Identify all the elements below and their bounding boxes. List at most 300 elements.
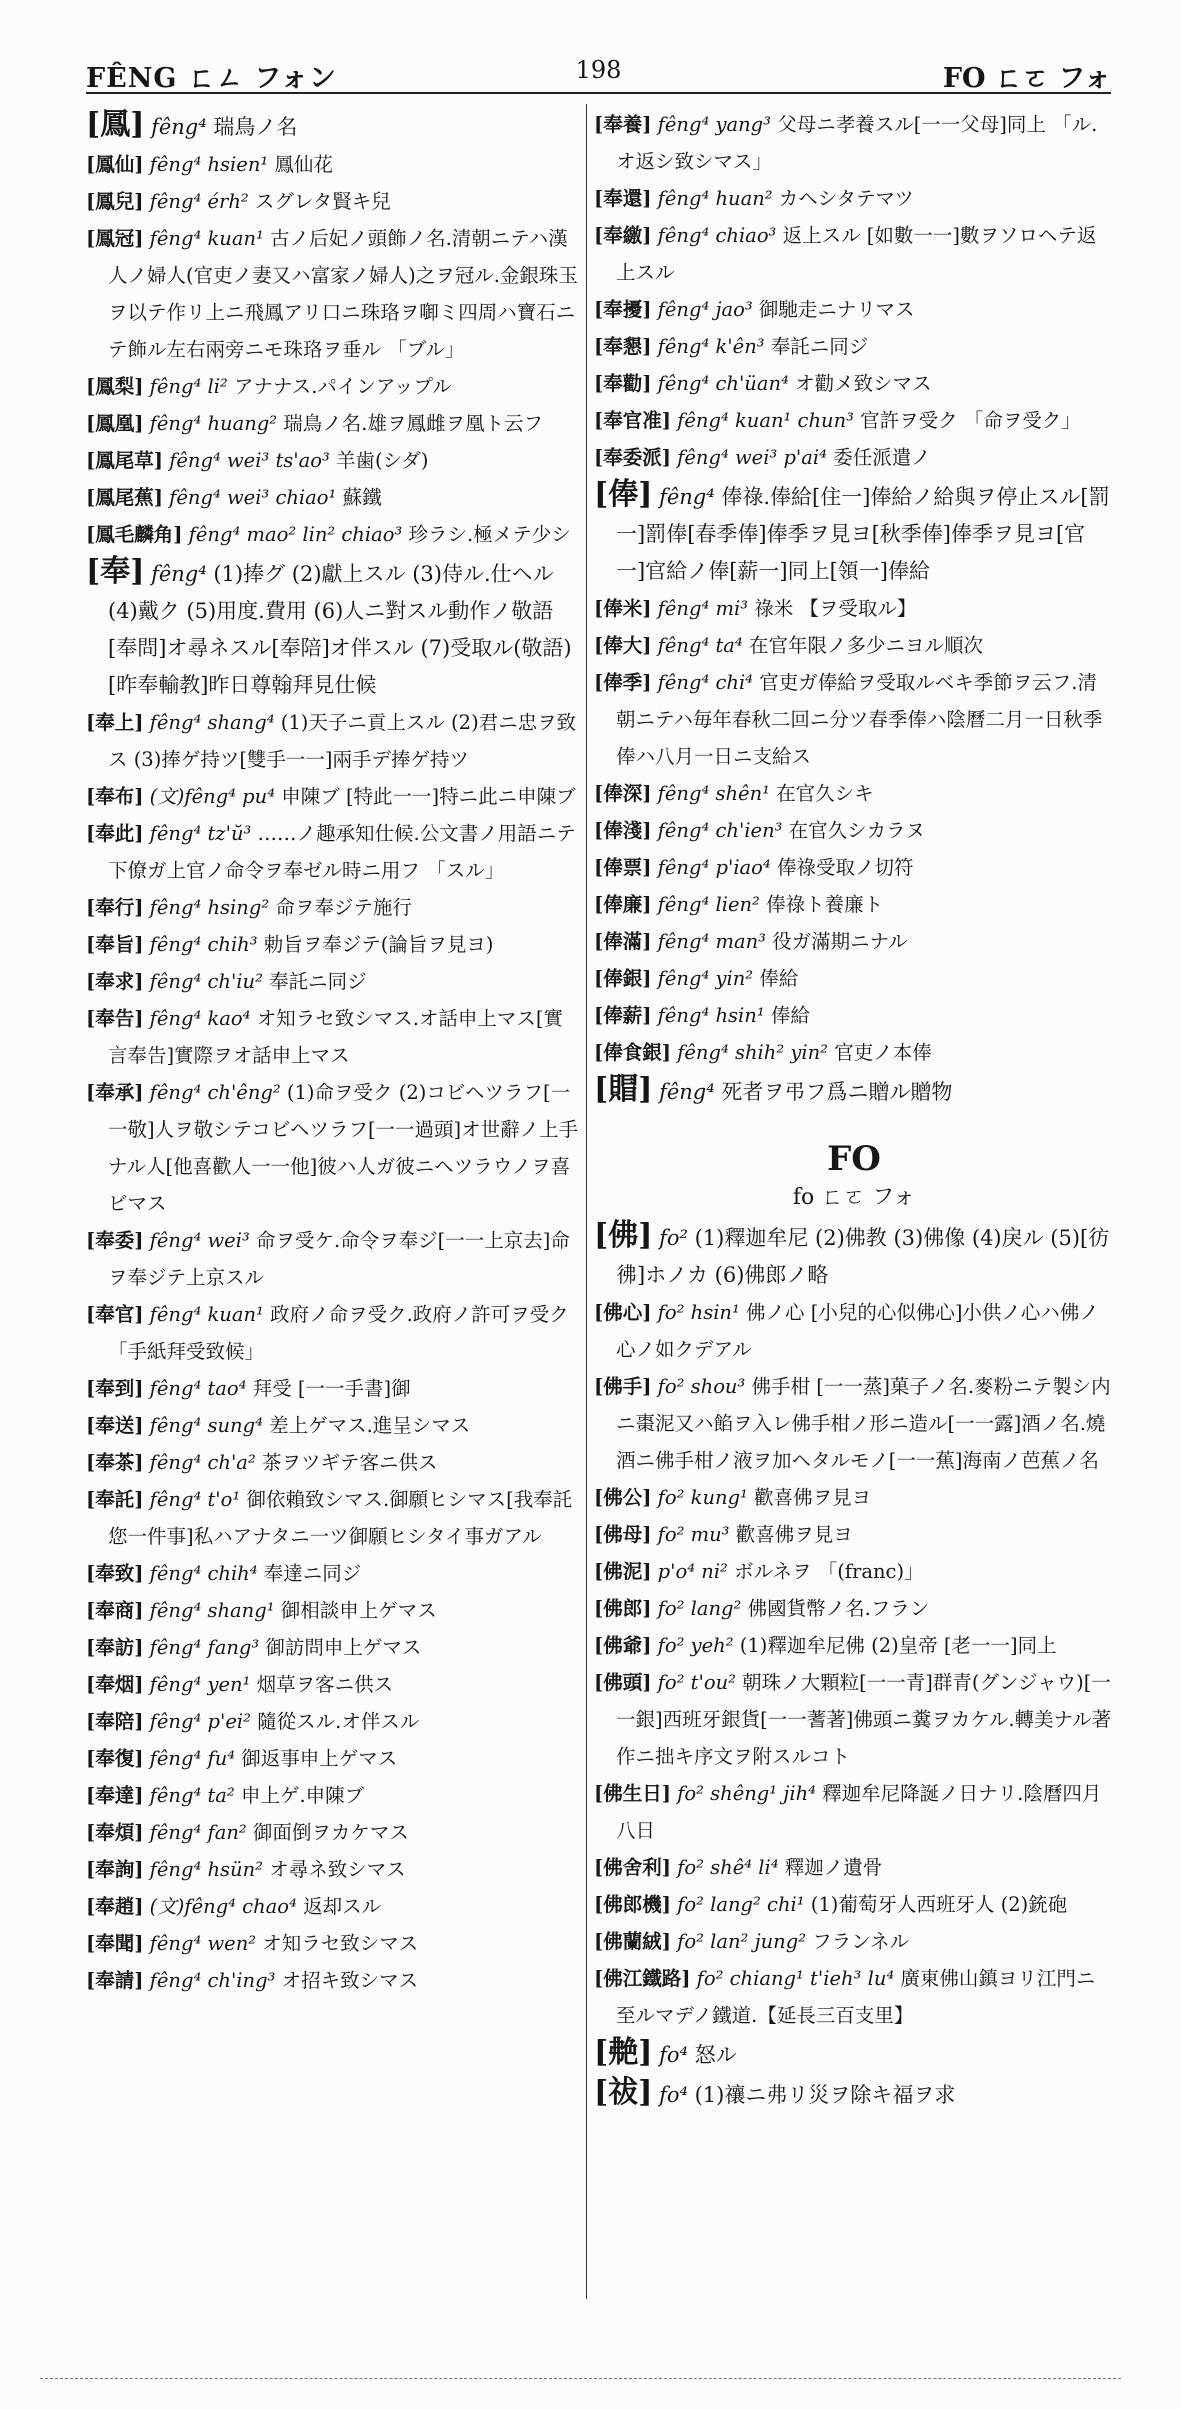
entry-headword: [奉擾] xyxy=(594,298,652,321)
entry-definition: 瑞鳥ノ名.雄ヲ鳳雌ヲ凰ト云フ xyxy=(283,412,543,435)
entry-romanization: fêng⁴ xyxy=(659,485,715,509)
dictionary-entry xyxy=(594,775,1114,812)
entry-definition: 委任派遣ノ xyxy=(833,446,931,469)
entry-headword: [俸票] xyxy=(594,856,652,879)
entry-romanization: fêng⁴ mi³ xyxy=(657,597,749,620)
entry-headword: [鳳尾蕉] xyxy=(86,486,163,509)
entry-romanization: fêng⁴ fang³ xyxy=(149,1636,260,1659)
entry-headword: [佛公] xyxy=(594,1486,652,1509)
dictionary-entry xyxy=(86,1962,580,1999)
entry-romanization: fo² shou³ xyxy=(657,1375,746,1398)
dictionary-entry xyxy=(86,405,580,442)
entry-romanization: fêng⁴ t'o¹ xyxy=(149,1488,241,1511)
dictionary-entry xyxy=(86,704,580,778)
entry-definition: 俸祿ト養廉ト xyxy=(766,893,884,916)
dictionary-entry xyxy=(86,146,580,183)
entry-headword: [奉繳] xyxy=(594,224,652,247)
entry-headword: [奉懇] xyxy=(594,335,652,358)
entry-romanization: fêng⁴ wei³ p'ai⁴ xyxy=(677,446,827,469)
entry-romanization: fêng⁴ kao⁴ xyxy=(149,1007,251,1030)
dictionary-entry xyxy=(86,516,580,553)
entry-headword: [俸廉] xyxy=(594,893,652,916)
dictionary-entry xyxy=(594,180,1114,217)
entry-definition: 釋迦牟尼降誕ノ日ナリ.陰曆四月八日 xyxy=(616,1782,1102,1842)
entry-romanization: fêng⁴ xyxy=(151,562,207,586)
dictionary-entry xyxy=(594,1479,1114,1516)
entry-headword: [俸深] xyxy=(594,782,652,805)
right-column xyxy=(594,106,1114,2299)
entry-headword: [俸大] xyxy=(594,634,652,657)
entry-romanization: fêng⁴ ta⁴ xyxy=(657,634,743,657)
entry-romanization: fo² lan² jung² xyxy=(677,1930,807,1953)
dictionary-entry xyxy=(594,2074,1114,2114)
entry-definition: 俸祿.俸給[住一]俸給ノ給與ヲ停止スル[罰一]罰俸[春季俸]俸季ヲ見ヨ[秋季俸]俸季ヲ見ヨ[官一]官給ノ俸[薪一]同上[領一]俸給 xyxy=(616,485,1110,583)
dictionary-entry xyxy=(594,664,1114,775)
entry-romanization: fêng⁴ yen¹ xyxy=(149,1673,251,1696)
entry-romanization: fo⁴ xyxy=(659,2083,688,2107)
entry-romanization: fêng⁴ li² xyxy=(149,375,228,398)
entry-romanization: fo² lang² chi¹ xyxy=(677,1893,805,1916)
entry-romanization: fo² t'ou² xyxy=(657,1671,736,1694)
entry-definition: 政府ノ命ヲ受ク.政府ノ許可ヲ受ク 「手紙拜受致候」 xyxy=(108,1303,569,1363)
dictionary-entry xyxy=(86,1703,580,1740)
entry-definition: 死者ヲ弔フ爲ニ贈ル贈物 xyxy=(721,1080,953,1104)
entry-definition: 命ヲ奉ジテ施行 xyxy=(275,896,412,919)
entry-headword: [奉詢] xyxy=(86,1858,144,1881)
dictionary-entry xyxy=(86,1666,580,1703)
entry-headword: [俸米] xyxy=(594,597,652,620)
entry-headword: [奉養] xyxy=(594,113,652,136)
entry-definition: ボルネヲ 「(franc)」 xyxy=(734,1560,924,1583)
entry-headword: [佛] xyxy=(594,1218,653,1253)
entry-definition: 官許ヲ受ク 「命ヲ受ク」 xyxy=(860,409,1081,432)
entry-headword: [佛頭] xyxy=(594,1671,652,1694)
entry-headword: [奉] xyxy=(86,554,145,589)
dictionary-entry xyxy=(86,1888,580,1925)
header-right-heading: FO ㄈㄛ フォ xyxy=(942,63,1111,94)
entry-definition: 官吏ノ本俸 xyxy=(834,1041,932,1064)
entry-definition: 在官久シカラヌ xyxy=(788,819,925,842)
entry-romanization: fêng⁴ ch'ing³ xyxy=(149,1969,276,1992)
entry-headword: [奉上] xyxy=(86,711,144,734)
dictionary-entry xyxy=(594,1553,1114,1590)
dictionary-entry xyxy=(594,997,1114,1034)
dictionary-entry xyxy=(86,479,580,516)
dictionary-entry xyxy=(594,812,1114,849)
entry-definition: 御面倒ヲカケマス xyxy=(252,1821,409,1844)
entry-headword: [鳳凰] xyxy=(86,412,144,435)
dictionary-entry xyxy=(86,220,580,368)
dictionary-entry xyxy=(86,1370,580,1407)
dictionary-entry xyxy=(594,1368,1114,1479)
footer-rule xyxy=(40,2378,1121,2380)
entry-definition: 役ガ滿期ニナル xyxy=(772,930,908,953)
entry-romanization: fêng⁴ huang² xyxy=(149,412,278,435)
entry-headword: [奉達] xyxy=(86,1784,144,1807)
entry-romanization: fêng⁴ chih⁴ xyxy=(149,1562,258,1585)
dictionary-entry xyxy=(594,1960,1114,2034)
entry-romanization: (文)fêng⁴ chao⁴ xyxy=(149,1895,297,1918)
page-number: 198 xyxy=(575,56,622,84)
entry-definition: 烟草ヲ客ニ供ス xyxy=(256,1673,394,1696)
entry-headword: [奉煩] xyxy=(86,1821,144,1844)
entry-headword: [佛母] xyxy=(594,1523,652,1546)
entry-headword: [奉旨] xyxy=(86,933,144,956)
entry-definition: 隨從スル.オ伴スル xyxy=(257,1710,420,1733)
entry-headword: [佛爺] xyxy=(594,1634,652,1657)
entry-definition: (1)命ヲ受ク (2)コビヘツラフ[一一敬]人ヲ敬シテコビヘツラフ[一一過頭]オ世辭ノ上手ナル人[他喜歡人一一他]彼ハ人ガ彼ニヘツラウノヲ喜ビマス xyxy=(108,1081,579,1215)
entry-romanization: fêng⁴ wen² xyxy=(149,1932,257,1955)
entry-definition: 瑞鳥ノ名 xyxy=(213,115,298,139)
dictionary-entry xyxy=(594,1516,1114,1553)
dictionary-entry xyxy=(594,328,1114,365)
entry-definition: 歡喜佛ヲ見ヨ xyxy=(735,1523,853,1546)
entry-definition: 返却スル xyxy=(303,1895,382,1918)
dictionary-entry xyxy=(594,402,1114,439)
entry-headword: [奉委] xyxy=(86,1229,144,1252)
entry-romanization: fêng⁴ chiao³ xyxy=(657,224,777,247)
entry-definition: 奉託ニ同ジ xyxy=(770,335,869,358)
entry-romanization: fêng⁴ ch'ien³ xyxy=(657,819,783,842)
entry-romanization: fêng⁴ kuan¹ chun³ xyxy=(677,409,854,432)
entry-headword: [佛心] xyxy=(594,1301,652,1324)
dictionary-entry xyxy=(86,1222,580,1296)
dictionary-entry xyxy=(594,1217,1114,1294)
dictionary-entry xyxy=(594,849,1114,886)
entry-definition: 命ヲ受ケ.命令ヲ奉ジ[一一上京去]命ヲ奉ジテ上京スル xyxy=(108,1229,570,1289)
entry-romanization: fêng⁴ kuan¹ xyxy=(149,227,264,250)
entry-definition: アナナス.パインアップル xyxy=(233,375,452,398)
entry-definition: 御相談申上ゲマス xyxy=(280,1599,437,1622)
dictionary-entry xyxy=(86,1629,580,1666)
entry-romanization: fêng⁴ xyxy=(151,115,207,139)
entry-definition: 返上スル [如數一一]數ヲソロヘテ返上スル xyxy=(616,224,1097,284)
dictionary-entry xyxy=(86,106,580,146)
dictionary-entry xyxy=(86,1444,580,1481)
entry-romanization: (文)fêng⁴ pu⁴ xyxy=(149,785,276,808)
dictionary-entry xyxy=(86,442,580,479)
entry-romanization: p'o⁴ ni² xyxy=(657,1560,728,1583)
entry-headword: [艴] xyxy=(594,2035,653,2070)
header-left-heading: FÊNG ㄈㄥ フォン xyxy=(86,63,337,94)
entry-definition: (1)天子ニ貢上スル (2)君ニ忠ヲ致ス (3)捧ゲ持ツ[雙手一一]兩手デ捧ゲ持ツ xyxy=(108,711,577,771)
entry-definition: (1)釋迦牟尼佛 (2)皇帝 [老一一]同上 xyxy=(739,1634,1057,1657)
dictionary-entry xyxy=(86,1555,580,1592)
entry-romanization: fêng⁴ shên¹ xyxy=(657,782,770,805)
entry-definition: 茶ヲツギテ客ニ供ス xyxy=(261,1451,438,1474)
entry-definition: 廣東佛山鎮ヨリ江門ニ至ルマデノ鐵道.【延長三百支里】 xyxy=(616,1967,1096,2027)
left-column xyxy=(86,106,580,2299)
entry-romanization: fêng⁴ ta² xyxy=(149,1784,235,1807)
entry-headword: [奉茶] xyxy=(86,1451,144,1474)
entry-headword: [奉求] xyxy=(86,970,144,993)
entry-headword: [奉訪] xyxy=(86,1636,144,1659)
entry-definition: 俸給 xyxy=(770,1004,810,1027)
entry-romanization: fêng⁴ kuan¹ xyxy=(149,1303,264,1326)
dictionary-entry xyxy=(86,1592,580,1629)
entry-definition: フランネル xyxy=(812,1930,910,1953)
entry-headword: [鳳兒] xyxy=(86,190,144,213)
entry-definition: 御馳走ニナリマス xyxy=(758,298,915,321)
entry-definition: (1)葡萄牙人西班牙人 (2)銃砲 xyxy=(810,1893,1068,1916)
entry-definition: 俸給 xyxy=(759,967,799,990)
dictionary-entry xyxy=(86,1925,580,1962)
entry-romanization: fêng⁴ wei³ ts'ao³ xyxy=(169,449,330,472)
dictionary-entry xyxy=(86,1851,580,1888)
entry-romanization: fêng⁴ fan² xyxy=(149,1821,247,1844)
entry-definition: 佛國貨幣ノ名.フラン xyxy=(747,1597,930,1620)
entry-definition: 在官年限ノ多少ニヨル順次 xyxy=(748,634,983,657)
entry-romanization: fêng⁴ p'ei² xyxy=(149,1710,251,1733)
dictionary-entry xyxy=(594,291,1114,328)
entry-definition: 古ノ后妃ノ頭飾ノ名.清朝ニテハ漢人ノ婦人(官吏ノ妻又ハ富家ノ婦人)之ヲ冠ル.金銀珠玉ヲ以テ作リ上ニ飛鳳アリ口ニ珠珞ヲ啣ミ四周ハ寶石ニテ飾ル左右兩旁ニモ珠珞ヲ垂ル 「ブル」 xyxy=(108,227,578,361)
entry-definition: 歡喜佛ヲ見ヨ xyxy=(754,1486,872,1509)
dictionary-entry xyxy=(86,926,580,963)
entry-headword: [佛生日] xyxy=(594,1782,671,1805)
entry-definition: 官吏ガ俸給ヲ受取ルベキ季節ヲ云フ.清朝ニテハ毎年春秋二回ニ分ツ春季俸ハ陰曆二月一日秋季俸ハ八月一日ニ支給ス xyxy=(616,671,1103,768)
entry-headword: [奉委派] xyxy=(594,446,671,469)
dictionary-entry xyxy=(594,1627,1114,1664)
dictionary-entry xyxy=(594,923,1114,960)
entry-headword: [俸淺] xyxy=(594,819,652,842)
entry-romanization: fêng⁴ fu⁴ xyxy=(149,1747,236,1770)
entry-romanization: fo⁴ xyxy=(659,2043,688,2067)
entry-headword: [俸季] xyxy=(594,671,652,694)
entry-romanization: fo² shê⁴ li⁴ xyxy=(677,1856,779,1879)
entry-definition: カヘシタテマツ xyxy=(778,187,914,210)
entry-headword: [俸] xyxy=(594,477,653,512)
entry-romanization: fêng⁴ hsin¹ xyxy=(657,1004,765,1027)
dictionary-entry xyxy=(86,815,580,889)
entry-romanization: fêng⁴ sung⁴ xyxy=(149,1414,263,1437)
entry-romanization: fêng⁴ ch'üan⁴ xyxy=(657,372,789,395)
entry-headword: [俸薪] xyxy=(594,1004,652,1027)
entry-romanization: fêng⁴ hsün² xyxy=(149,1858,263,1881)
dictionary-entry xyxy=(86,1000,580,1074)
dictionary-entry xyxy=(594,217,1114,291)
entry-headword: [賵] xyxy=(594,1072,653,1107)
entry-headword: [佛郎機] xyxy=(594,1893,671,1916)
entry-definition: (1)禳ニ弗リ災ヲ除キ福ヲ求 xyxy=(694,2083,956,2107)
entry-romanization: fêng⁴ shang⁴ xyxy=(149,711,275,734)
dictionary-entry xyxy=(86,1074,580,1222)
entry-definition: オ招キ致シマス xyxy=(281,1969,419,1992)
entry-headword: [奉請] xyxy=(86,1969,144,1992)
dictionary-entry xyxy=(594,2034,1114,2074)
entry-definition: 鳳仙花 xyxy=(274,153,333,176)
dictionary-entry xyxy=(86,1740,580,1777)
entry-romanization: fêng⁴ hsing² xyxy=(149,896,270,919)
entry-romanization: fo² yeh² xyxy=(657,1634,734,1657)
entry-definition: 申陳ブ [特此一一]特ニ此ニ申陳ブ xyxy=(281,785,576,808)
page-header xyxy=(86,52,1111,94)
dictionary-entry xyxy=(594,1590,1114,1627)
entry-headword: [奉還] xyxy=(594,187,652,210)
dictionary-entry xyxy=(594,960,1114,997)
entry-headword: [奉承] xyxy=(86,1081,144,1104)
dictionary-entry xyxy=(594,439,1114,476)
dictionary-entry xyxy=(594,1034,1114,1071)
entry-definition: オ尋ネ致シマス xyxy=(269,1858,406,1881)
entry-headword: [奉託] xyxy=(86,1488,144,1511)
entry-romanization: fo² xyxy=(659,1226,688,1250)
entry-definition: 釋迦ノ遺骨 xyxy=(784,1856,883,1879)
entry-definition: 在官久シキ xyxy=(776,782,874,805)
entry-romanization: fo² chiang¹ t'ieh³ lu⁴ xyxy=(696,1967,895,1990)
entry-romanization: fêng⁴ yang³ xyxy=(657,113,771,136)
entry-definition: 佛ノ心 [小兒的心似佛心]小供ノ心ハ佛ノ心ノ如クデアル xyxy=(616,1301,1099,1361)
section-heading xyxy=(594,1137,1114,1215)
entry-romanization: fêng⁴ ch'iu² xyxy=(149,970,263,993)
dictionary-entry xyxy=(86,1777,580,1814)
entry-romanization: fêng⁴ yin² xyxy=(657,967,754,990)
entry-romanization: fêng⁴ tao⁴ xyxy=(149,1377,247,1400)
entry-definition: 珍ラシ.極メテ少シ xyxy=(408,523,571,546)
entry-romanization: fêng⁴ k'ên³ xyxy=(657,335,765,358)
entry-headword: [鳳冠] xyxy=(86,227,144,250)
entry-romanization: fo² kung¹ xyxy=(657,1486,748,1509)
dictionary-entry xyxy=(594,1294,1114,1368)
entry-headword: [奉到] xyxy=(86,1377,144,1400)
entry-romanization: fêng⁴ ch'êng² xyxy=(149,1081,281,1104)
entry-headword: [奉官] xyxy=(86,1303,144,1326)
entry-headword: [俸食銀] xyxy=(594,1041,671,1064)
entry-headword: [鳳毛麟角] xyxy=(86,523,183,546)
entry-headword: [俸銀] xyxy=(594,967,652,990)
entry-headword: [鳳仙] xyxy=(86,153,144,176)
entry-romanization: fêng⁴ man³ xyxy=(657,930,766,953)
entry-headword: [奉告] xyxy=(86,1007,144,1030)
entry-headword: [奉商] xyxy=(86,1599,144,1622)
entry-romanization: fêng⁴ tz'ŭ³ xyxy=(149,822,252,845)
entry-headword: [奉此] xyxy=(86,822,144,845)
dictionary-entry xyxy=(594,106,1114,180)
dictionary-entry xyxy=(594,365,1114,402)
entry-headword: [祓] xyxy=(594,2075,653,2110)
dictionary-entry xyxy=(594,886,1114,923)
dictionary-entry xyxy=(86,1407,580,1444)
dictionary-entry xyxy=(594,590,1114,627)
entry-definition: 怒ル xyxy=(694,2043,737,2067)
entry-romanization: fêng⁴ hsien¹ xyxy=(149,153,269,176)
entry-headword: [奉行] xyxy=(86,896,144,919)
entry-romanization: fo² mu³ xyxy=(657,1523,730,1546)
entry-definition: 朝珠ノ大顆粒[一一青]群青(グンジャウ)[一一銀]西班牙銀貨[一一蓍著]佛頭ニ糞ヲカケル.轉美ナル著作ニ拙キ序文ヲ附スルコト xyxy=(616,1671,1112,1768)
entry-headword: [佛郎] xyxy=(594,1597,652,1620)
entry-definition: 申上ゲ.申陳ブ xyxy=(240,1784,365,1807)
dictionary-entry xyxy=(594,627,1114,664)
entry-headword: [奉送] xyxy=(86,1414,144,1437)
entry-definition: 奉託ニ同ジ xyxy=(269,970,367,993)
entry-definition: (1)釋迦牟尼 (2)佛教 (3)佛像 (4)戾ル (5)[彷彿]ホノカ (6)佛郎ノ略 xyxy=(616,1226,1110,1287)
entry-headword: [奉致] xyxy=(86,1562,144,1585)
column-divider xyxy=(586,104,587,2299)
entry-headword: [佛江鐵路] xyxy=(594,1967,691,1990)
entry-headword: [鳳尾草] xyxy=(86,449,163,472)
entry-romanization: fêng⁴ wei³ xyxy=(149,1229,250,1252)
entry-headword: [鳳梨] xyxy=(86,375,144,398)
dictionary-entry xyxy=(594,1886,1114,1923)
section-title: FO xyxy=(827,1139,881,1179)
entry-romanization: fêng⁴ ch'a² xyxy=(149,1451,256,1474)
dictionary-entry xyxy=(594,476,1114,590)
entry-headword: [奉陪] xyxy=(86,1710,144,1733)
entry-romanization: fêng⁴ érh² xyxy=(149,190,249,213)
entry-definition: 奉達ニ同ジ xyxy=(263,1562,362,1585)
entry-headword: [奉勸] xyxy=(594,372,652,395)
entry-definition: オ知ラセ致シマス.オ話申上マス[實言奉告]實際ヲオ話申上マス xyxy=(108,1007,563,1067)
entry-headword: [鳳] xyxy=(86,107,145,142)
entry-headword: [奉官准] xyxy=(594,409,671,432)
entry-definition: オ知ラセ致シマス xyxy=(262,1932,419,1955)
entry-definition: 勅旨ヲ奉ジテ(論旨ヲ見ヨ) xyxy=(263,933,494,956)
entry-definition: 蘇鐵 xyxy=(342,486,382,509)
dictionary-entry xyxy=(86,183,580,220)
entry-romanization: fo² lang² xyxy=(657,1597,742,1620)
section-subtitle: fo ㄈㄛ フォ xyxy=(792,1185,916,1210)
entry-definition: 御訪問申上ゲマス xyxy=(265,1636,422,1659)
entry-definition: 佛手柑 [一一蒸]菓子ノ名.麥粉ニテ製シ内ニ棗泥又ハ餡ヲ入レ佛手柑ノ形ニ造ル[一一露]酒ノ名.燒酒ニ佛手柑ノ液ヲ加ヘタルモノ[一一蕉]海南ノ芭蕉ノ名 xyxy=(616,1375,1111,1472)
entry-headword: [奉趙] xyxy=(86,1895,144,1918)
entry-definition: オ勸メ致シマス xyxy=(795,372,932,395)
dictionary-entry xyxy=(86,368,580,405)
entry-romanization: fêng⁴ chih³ xyxy=(149,933,258,956)
entry-headword: [奉復] xyxy=(86,1747,144,1770)
entry-definition: 拜受 [一一手書]御 xyxy=(252,1377,411,1400)
entry-definition: 俸祿受取ノ切符 xyxy=(776,856,914,879)
entry-definition: (1)捧グ (2)獻上スル (3)侍ル.仕ヘル (4)戴ク (5)用度.費用 (6)人ニ對スル動作ノ敬語[奉問]オ尋ネスル[奉陪]オ伴スル (7)受取ル(敬語)[昨奉輸教]昨日尊翰拜見仕候 xyxy=(108,562,572,697)
entry-headword: [奉布] xyxy=(86,785,144,808)
entry-romanization: fêng⁴ shih² yin² xyxy=(677,1041,828,1064)
entry-romanization: fo² shêng¹ jih⁴ xyxy=(677,1782,816,1805)
dictionary-entry xyxy=(86,889,580,926)
dictionary-entry xyxy=(594,1664,1114,1775)
dictionary-entry xyxy=(86,553,580,704)
entry-definition: 御依賴致シマス.御願ヒシマス[我奉託您一件事]私ハアナタニ一ツ御願ヒシタイ事ガアル xyxy=(108,1488,573,1548)
dictionary-entry xyxy=(594,1849,1114,1886)
dictionary-entry xyxy=(86,778,580,815)
entry-romanization: fêng⁴ wei³ chiao¹ xyxy=(169,486,337,509)
entry-definition: ……ノ趣承知仕候.公文書ノ用語ニテ下僚ガ上官ノ命令ヲ奉ゼル時ニ用フ 「スル」 xyxy=(108,822,576,882)
entry-headword: [佛蘭絨] xyxy=(594,1930,671,1953)
entry-romanization: fêng⁴ shang¹ xyxy=(149,1599,275,1622)
entry-headword: [俸滿] xyxy=(594,930,652,953)
dictionary-entry xyxy=(86,963,580,1000)
entry-definition: スグレタ賢キ兒 xyxy=(254,190,391,213)
entry-definition: 御返事申上ゲマス xyxy=(241,1747,398,1770)
entry-romanization: fêng⁴ p'iao⁴ xyxy=(657,856,771,879)
entry-definition: 父母ニ孝養スル[一一父母]同上 「ル.オ返シ致シマス」 xyxy=(616,113,1098,173)
dictionary-entry xyxy=(86,1481,580,1555)
entry-headword: [佛手] xyxy=(594,1375,652,1398)
entry-headword: [佛泥] xyxy=(594,1560,652,1583)
entry-romanization: fêng⁴ xyxy=(659,1080,715,1104)
dictionary-entry xyxy=(594,1775,1114,1849)
entry-definition: 差上ゲマス.進呈シマス xyxy=(269,1414,471,1437)
entry-headword: [佛舍利] xyxy=(594,1856,671,1879)
dictionary-entry xyxy=(594,1923,1114,1960)
entry-romanization: fêng⁴ jao³ xyxy=(657,298,753,321)
entry-romanization: fêng⁴ lien² xyxy=(657,893,760,916)
entry-romanization: fêng⁴ mao² lin² chiao³ xyxy=(188,523,403,546)
entry-definition: 祿米 【ヲ受取ル】 xyxy=(754,597,917,620)
entry-romanization: fêng⁴ chi⁴ xyxy=(657,671,754,694)
dictionary-entry xyxy=(86,1814,580,1851)
entry-definition: 羊歯(シダ) xyxy=(336,449,429,472)
entry-romanization: fêng⁴ huan² xyxy=(657,187,773,210)
entry-headword: [奉聞] xyxy=(86,1932,144,1955)
dictionary-entry xyxy=(594,1071,1114,1111)
